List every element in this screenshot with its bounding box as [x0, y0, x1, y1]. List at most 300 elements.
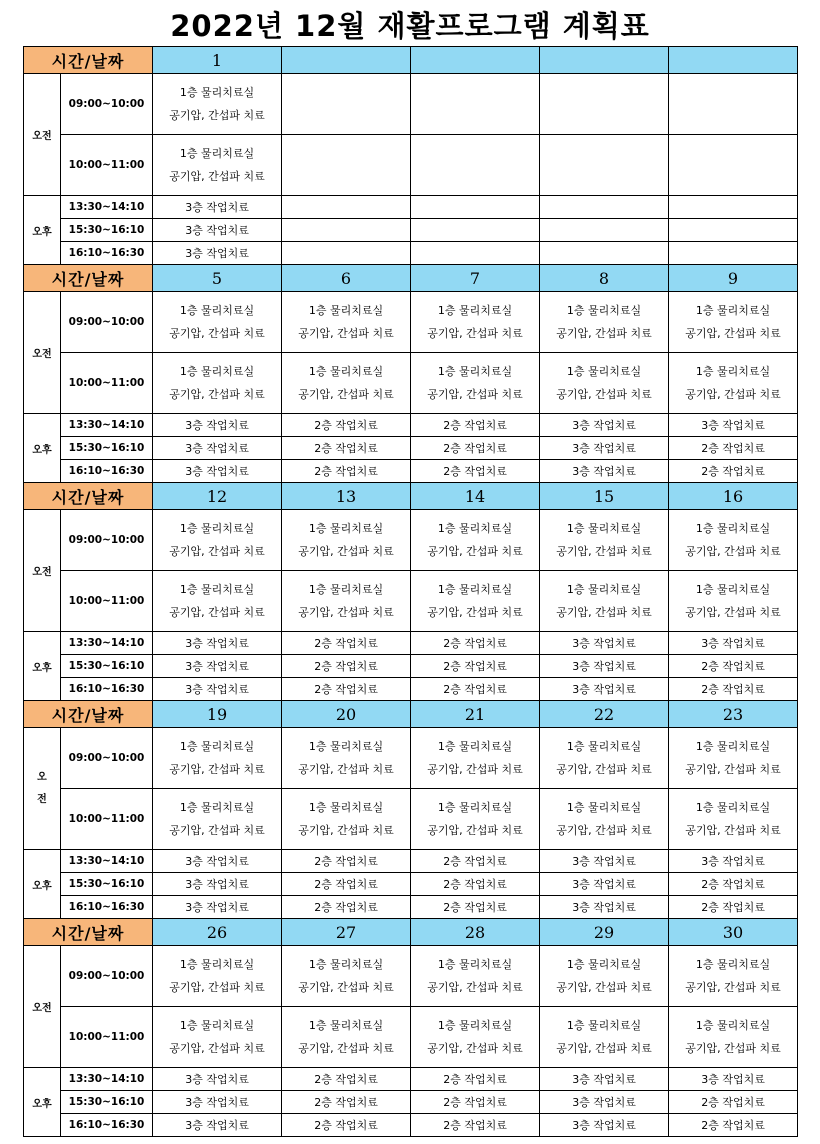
schedule-cell — [669, 789, 798, 850]
program-location: 1층 물리치료실 — [179, 1019, 255, 1032]
schedule-cell — [282, 353, 411, 414]
schedule-cell — [411, 74, 540, 135]
schedule-cell — [282, 74, 411, 135]
time-date-header: 시간/날짜 — [24, 701, 153, 728]
schedule-cell: 3층 작업치료 — [153, 655, 282, 678]
program-entry — [669, 796, 797, 842]
week-header-row — [24, 919, 798, 946]
date-cell: 22 — [540, 701, 669, 728]
time-slot: 13:30~14:10 — [61, 632, 153, 655]
period-am-label: 오전 — [24, 292, 61, 414]
program-entry — [153, 578, 281, 624]
am-row — [24, 292, 798, 353]
date-cell: 20 — [282, 701, 411, 728]
schedule-cell — [540, 789, 669, 850]
program-location: 1층 물리치료실 — [308, 522, 384, 535]
schedule-cell: 2층 작업치료 — [411, 414, 540, 437]
program-location: 1층 물리치료실 — [437, 801, 513, 814]
schedule-cell — [282, 135, 411, 196]
program-entry — [411, 1014, 539, 1060]
time-slot: 15:30~16:10 — [61, 437, 153, 460]
program-treatment: 공기압, 간섭파 치료 — [427, 824, 523, 837]
program-treatment: 공기압, 간섭파 치료 — [556, 824, 652, 837]
program-treatment: 공기압, 간섭파 치료 — [685, 824, 781, 837]
program-location: 1층 물리치료실 — [566, 1019, 642, 1032]
program-treatment: 공기압, 간섭파 치료 — [556, 606, 652, 619]
pm-row — [24, 460, 798, 483]
schedule-cell — [411, 196, 540, 219]
program-entry — [282, 735, 410, 781]
program-entry — [153, 299, 281, 345]
time-slot: 10:00~11:00 — [61, 1007, 153, 1068]
program-location: 1층 물리치료실 — [566, 365, 642, 378]
am-row — [24, 571, 798, 632]
schedule-table — [23, 46, 798, 1137]
period-pm-label: 오후 — [24, 632, 61, 701]
schedule-cell: 3층 작업치료 — [153, 437, 282, 460]
program-entry — [411, 299, 539, 345]
period-am-label: 오전 — [24, 510, 61, 632]
schedule-cell: 3층 작업치료 — [540, 632, 669, 655]
program-treatment: 공기압, 간섭파 치료 — [427, 763, 523, 776]
program-location: 1층 물리치료실 — [437, 958, 513, 971]
program-treatment: 공기압, 간섭파 치료 — [427, 388, 523, 401]
schedule-cell — [669, 510, 798, 571]
schedule-cell: 3층 작업치료 — [153, 1114, 282, 1137]
program-location: 1층 물리치료실 — [695, 522, 771, 535]
schedule-cell — [282, 946, 411, 1007]
schedule-cell: 2층 작업치료 — [411, 1114, 540, 1137]
pm-row — [24, 873, 798, 896]
program-entry — [540, 299, 668, 345]
program-treatment: 공기압, 간섭파 치료 — [298, 763, 394, 776]
program-entry — [282, 578, 410, 624]
schedule-cell: 3층 작업치료 — [669, 632, 798, 655]
program-treatment: 공기압, 간섭파 치료 — [685, 1042, 781, 1055]
schedule-cell — [282, 571, 411, 632]
schedule-cell: 2층 작업치료 — [411, 460, 540, 483]
program-entry — [282, 517, 410, 563]
period-pm-label: 오후 — [24, 850, 61, 919]
program-entry — [540, 360, 668, 406]
schedule-cell: 2층 작업치료 — [411, 850, 540, 873]
time-slot: 16:10~16:30 — [61, 896, 153, 919]
schedule-cell — [669, 728, 798, 789]
date-cell: 7 — [411, 265, 540, 292]
schedule-cell: 2층 작업치료 — [669, 655, 798, 678]
schedule-cell: 3층 작업치료 — [540, 896, 669, 919]
program-entry — [669, 735, 797, 781]
schedule-cell: 3층 작업치료 — [153, 632, 282, 655]
schedule-cell: 3층 작업치료 — [153, 896, 282, 919]
program-treatment: 공기압, 간섭파 치료 — [685, 327, 781, 340]
schedule-cell — [282, 292, 411, 353]
period-pm-label: 오후 — [24, 414, 61, 483]
program-treatment: 공기압, 간섭파 치료 — [685, 981, 781, 994]
program-entry — [669, 578, 797, 624]
date-cell: 26 — [153, 919, 282, 946]
schedule-cell — [411, 219, 540, 242]
schedule-cell — [540, 242, 669, 265]
schedule-cell: 2층 작업치료 — [411, 896, 540, 919]
program-entry — [540, 953, 668, 999]
program-treatment: 공기압, 간섭파 치료 — [556, 763, 652, 776]
pm-row — [24, 1068, 798, 1091]
schedule-cell: 2층 작업치료 — [411, 873, 540, 896]
program-entry — [540, 517, 668, 563]
program-treatment: 공기압, 간섭파 치료 — [556, 388, 652, 401]
schedule-cell — [540, 353, 669, 414]
schedule-cell — [669, 292, 798, 353]
schedule-cell — [411, 135, 540, 196]
schedule-cell — [411, 242, 540, 265]
schedule-cell — [540, 571, 669, 632]
program-location: 1층 물리치료실 — [566, 801, 642, 814]
time-slot: 10:00~11:00 — [61, 353, 153, 414]
program-location: 1층 물리치료실 — [179, 958, 255, 971]
schedule-cell: 3층 작업치료 — [540, 1091, 669, 1114]
program-location: 1층 물리치료실 — [179, 740, 255, 753]
date-cell: 21 — [411, 701, 540, 728]
schedule-cell — [282, 789, 411, 850]
program-treatment: 공기압, 간섭파 치료 — [298, 824, 394, 837]
date-cell: 15 — [540, 483, 669, 510]
program-location: 1층 물리치료실 — [695, 304, 771, 317]
schedule-cell — [282, 242, 411, 265]
program-treatment: 공기압, 간섭파 치료 — [169, 981, 265, 994]
am-row — [24, 135, 798, 196]
schedule-cell — [153, 571, 282, 632]
program-location: 1층 물리치료실 — [179, 801, 255, 814]
time-slot: 10:00~11:00 — [61, 789, 153, 850]
program-entry — [540, 796, 668, 842]
schedule-cell — [540, 510, 669, 571]
schedule-cell: 3층 작업치료 — [669, 850, 798, 873]
program-treatment: 공기압, 간섭파 치료 — [427, 545, 523, 558]
date-cell: 9 — [669, 265, 798, 292]
program-treatment: 공기압, 간섭파 치료 — [169, 763, 265, 776]
program-treatment: 공기압, 간섭파 치료 — [169, 545, 265, 558]
program-entry — [540, 1014, 668, 1060]
pm-row — [24, 196, 798, 219]
schedule-cell: 2층 작업치료 — [282, 850, 411, 873]
program-location: 1층 물리치료실 — [566, 958, 642, 971]
program-entry — [153, 953, 281, 999]
program-location: 1층 물리치료실 — [179, 522, 255, 535]
pm-row — [24, 678, 798, 701]
time-slot: 13:30~14:10 — [61, 196, 153, 219]
schedule-cell — [153, 135, 282, 196]
pm-row — [24, 850, 798, 873]
schedule-cell — [411, 510, 540, 571]
time-slot: 10:00~11:00 — [61, 571, 153, 632]
program-entry — [540, 578, 668, 624]
program-treatment: 공기압, 간섭파 치료 — [298, 981, 394, 994]
schedule-cell — [153, 789, 282, 850]
program-location: 1층 물리치료실 — [695, 801, 771, 814]
schedule-cell — [540, 292, 669, 353]
program-location: 1층 물리치료실 — [566, 740, 642, 753]
time-slot: 09:00~10:00 — [61, 74, 153, 135]
date-cell: 27 — [282, 919, 411, 946]
time-slot: 13:30~14:10 — [61, 1068, 153, 1091]
program-treatment: 공기압, 간섭파 치료 — [298, 606, 394, 619]
time-slot: 15:30~16:10 — [61, 219, 153, 242]
schedule-cell — [411, 789, 540, 850]
time-slot: 15:30~16:10 — [61, 655, 153, 678]
date-cell: 16 — [669, 483, 798, 510]
program-location: 1층 물리치료실 — [437, 304, 513, 317]
program-treatment: 공기압, 간섭파 치료 — [169, 824, 265, 837]
schedule-cell — [540, 135, 669, 196]
schedule-cell: 3층 작업치료 — [153, 242, 282, 265]
schedule-cell: 2층 작업치료 — [669, 873, 798, 896]
schedule-cell — [282, 196, 411, 219]
schedule-cell: 2층 작업치료 — [282, 896, 411, 919]
week-header-row — [24, 47, 798, 74]
schedule-cell: 3층 작업치료 — [540, 1068, 669, 1091]
schedule-cell: 2층 작업치료 — [282, 460, 411, 483]
program-location: 1층 물리치료실 — [308, 304, 384, 317]
schedule-cell — [540, 946, 669, 1007]
schedule-cell: 3층 작업치료 — [540, 437, 669, 460]
date-cell: 8 — [540, 265, 669, 292]
schedule-cell: 3층 작업치료 — [540, 414, 669, 437]
program-entry — [411, 735, 539, 781]
schedule-cell — [282, 510, 411, 571]
schedule-cell: 3층 작업치료 — [153, 1068, 282, 1091]
period-am-char: 오 — [37, 771, 47, 783]
time-date-header: 시간/날짜 — [24, 919, 153, 946]
date-cell: 6 — [282, 265, 411, 292]
schedule-cell: 2층 작업치료 — [669, 1114, 798, 1137]
schedule-cell — [153, 292, 282, 353]
program-location: 1층 물리치료실 — [179, 583, 255, 596]
schedule-cell: 3층 작업치료 — [540, 873, 669, 896]
schedule-cell: 2층 작업치료 — [411, 1091, 540, 1114]
program-entry — [153, 1014, 281, 1060]
time-slot: 16:10~16:30 — [61, 242, 153, 265]
date-cell: 30 — [669, 919, 798, 946]
schedule-cell — [153, 353, 282, 414]
schedule-cell: 2층 작업치료 — [282, 414, 411, 437]
schedule-cell: 2층 작업치료 — [669, 460, 798, 483]
time-slot: 16:10~16:30 — [61, 1114, 153, 1137]
program-location: 1층 물리치료실 — [179, 365, 255, 378]
schedule-cell — [540, 1007, 669, 1068]
program-location: 1층 물리치료실 — [308, 583, 384, 596]
date-cell: 29 — [540, 919, 669, 946]
schedule-cell — [411, 292, 540, 353]
schedule-cell: 2층 작업치료 — [669, 437, 798, 460]
program-entry — [153, 142, 281, 188]
program-entry — [540, 735, 668, 781]
time-date-header: 시간/날짜 — [24, 265, 153, 292]
program-treatment: 공기압, 간섭파 치료 — [169, 109, 265, 122]
date-cell: 23 — [669, 701, 798, 728]
schedule-cell: 3층 작업치료 — [153, 873, 282, 896]
schedule-cell: 2층 작업치료 — [282, 655, 411, 678]
schedule-cell — [411, 571, 540, 632]
time-slot: 09:00~10:00 — [61, 946, 153, 1007]
schedule-cell: 3층 작업치료 — [153, 850, 282, 873]
schedule-cell: 2층 작업치료 — [282, 873, 411, 896]
schedule-cell: 2층 작업치료 — [282, 437, 411, 460]
program-location: 1층 물리치료실 — [179, 86, 255, 99]
program-location: 1층 물리치료실 — [695, 958, 771, 971]
time-slot: 16:10~16:30 — [61, 678, 153, 701]
schedule-cell — [669, 353, 798, 414]
program-location: 1층 물리치료실 — [179, 304, 255, 317]
period-am-label — [24, 728, 61, 850]
pm-row — [24, 219, 798, 242]
pm-row — [24, 1114, 798, 1137]
schedule-cell — [282, 219, 411, 242]
schedule-cell: 3층 작업치료 — [540, 1114, 669, 1137]
program-treatment: 공기압, 간섭파 치료 — [427, 981, 523, 994]
program-entry — [282, 360, 410, 406]
period-pm-label: 오후 — [24, 1068, 61, 1137]
pm-row — [24, 632, 798, 655]
program-location: 1층 물리치료실 — [566, 304, 642, 317]
program-treatment: 공기압, 간섭파 치료 — [685, 388, 781, 401]
schedule-cell: 3층 작업치료 — [669, 1068, 798, 1091]
program-treatment: 공기압, 간섭파 치료 — [556, 545, 652, 558]
program-entry — [153, 735, 281, 781]
week-header-row — [24, 265, 798, 292]
schedule-cell: 3층 작업치료 — [153, 1091, 282, 1114]
schedule-cell: 2층 작업치료 — [411, 632, 540, 655]
schedule-cell — [153, 74, 282, 135]
schedule-cell: 2층 작업치료 — [669, 1091, 798, 1114]
pm-row — [24, 655, 798, 678]
schedule-cell: 2층 작업치료 — [411, 1068, 540, 1091]
date-cell: 1 — [153, 47, 282, 74]
program-treatment: 공기압, 간섭파 치료 — [685, 606, 781, 619]
schedule-cell — [669, 196, 798, 219]
schedule-cell: 2층 작업치료 — [282, 678, 411, 701]
program-location: 1층 물리치료실 — [437, 583, 513, 596]
week-header-row — [24, 701, 798, 728]
program-entry — [411, 796, 539, 842]
schedule-cell — [669, 1007, 798, 1068]
program-location: 1층 물리치료실 — [695, 740, 771, 753]
time-slot: 09:00~10:00 — [61, 728, 153, 789]
page-title: 2022년 12월 재활프로그램 계획표 — [170, 9, 650, 43]
program-entry — [153, 81, 281, 127]
schedule-cell — [153, 1007, 282, 1068]
am-row — [24, 946, 798, 1007]
program-location: 1층 물리치료실 — [437, 522, 513, 535]
program-treatment: 공기압, 간섭파 치료 — [169, 1042, 265, 1055]
time-slot: 15:30~16:10 — [61, 873, 153, 896]
schedule-cell — [411, 1007, 540, 1068]
program-location: 1층 물리치료실 — [179, 147, 255, 160]
program-treatment: 공기압, 간섭파 치료 — [685, 763, 781, 776]
schedule-cell — [540, 74, 669, 135]
pm-row — [24, 414, 798, 437]
program-treatment: 공기압, 간섭파 치료 — [427, 606, 523, 619]
program-location: 1층 물리치료실 — [437, 1019, 513, 1032]
pm-row — [24, 437, 798, 460]
schedule-cell: 2층 작업치료 — [411, 678, 540, 701]
schedule-cell: 3층 작업치료 — [540, 460, 669, 483]
schedule-cell: 2층 작업치료 — [669, 896, 798, 919]
time-slot: 13:30~14:10 — [61, 414, 153, 437]
program-entry — [411, 517, 539, 563]
schedule-cell — [282, 728, 411, 789]
am-row — [24, 789, 798, 850]
schedule-cell: 2층 작업치료 — [282, 1068, 411, 1091]
program-location: 1층 물리치료실 — [695, 365, 771, 378]
program-entry — [411, 953, 539, 999]
period-am-label: 오전 — [24, 946, 61, 1068]
program-location: 1층 물리치료실 — [695, 1019, 771, 1032]
program-treatment: 공기압, 간섭파 치료 — [298, 545, 394, 558]
schedule-cell — [153, 728, 282, 789]
program-treatment: 공기압, 간섭파 치료 — [169, 606, 265, 619]
schedule-cell — [540, 196, 669, 219]
schedule-cell: 3층 작업치료 — [153, 196, 282, 219]
schedule-cell: 2층 작업치료 — [282, 632, 411, 655]
schedule-cell: 3층 작업치료 — [540, 655, 669, 678]
program-treatment: 공기압, 간섭파 치료 — [298, 388, 394, 401]
schedule-cell — [669, 135, 798, 196]
schedule-cell: 3층 작업치료 — [540, 850, 669, 873]
schedule-cell — [669, 219, 798, 242]
program-entry — [282, 953, 410, 999]
date-cell: 12 — [153, 483, 282, 510]
schedule-cell — [669, 242, 798, 265]
program-treatment: 공기압, 간섭파 치료 — [556, 981, 652, 994]
schedule-cell: 3층 작업치료 — [153, 219, 282, 242]
program-treatment: 공기압, 간섭파 치료 — [556, 327, 652, 340]
date-cell: 13 — [282, 483, 411, 510]
date-cell: 5 — [153, 265, 282, 292]
period-am-label: 오전 — [24, 74, 61, 196]
program-treatment: 공기압, 간섭파 치료 — [685, 545, 781, 558]
program-entry — [669, 517, 797, 563]
am-row — [24, 1007, 798, 1068]
schedule-cell: 2층 작업치료 — [411, 437, 540, 460]
am-row — [24, 74, 798, 135]
date-cell: 14 — [411, 483, 540, 510]
week-header-row — [24, 483, 798, 510]
program-treatment: 공기압, 간섭파 치료 — [169, 388, 265, 401]
time-slot: 09:00~10:00 — [61, 510, 153, 571]
program-entry — [153, 517, 281, 563]
date-cell: 19 — [153, 701, 282, 728]
time-slot: 16:10~16:30 — [61, 460, 153, 483]
date-cell — [411, 47, 540, 74]
schedule-cell: 3층 작업치료 — [153, 414, 282, 437]
am-row — [24, 728, 798, 789]
program-entry — [282, 1014, 410, 1060]
schedule-cell — [669, 946, 798, 1007]
pm-row — [24, 242, 798, 265]
program-treatment: 공기압, 간섭파 치료 — [556, 1042, 652, 1055]
pm-row — [24, 896, 798, 919]
schedule-cell: 2층 작업치료 — [282, 1114, 411, 1137]
program-treatment: 공기압, 간섭파 치료 — [427, 1042, 523, 1055]
program-treatment: 공기압, 간섭파 치료 — [298, 327, 394, 340]
schedule-cell — [411, 728, 540, 789]
schedule-cell — [153, 510, 282, 571]
period-am-char: 전 — [37, 793, 47, 805]
program-treatment: 공기압, 간섭파 치료 — [427, 327, 523, 340]
schedule-cell: 2층 작업치료 — [282, 1091, 411, 1114]
schedule-cell — [411, 946, 540, 1007]
